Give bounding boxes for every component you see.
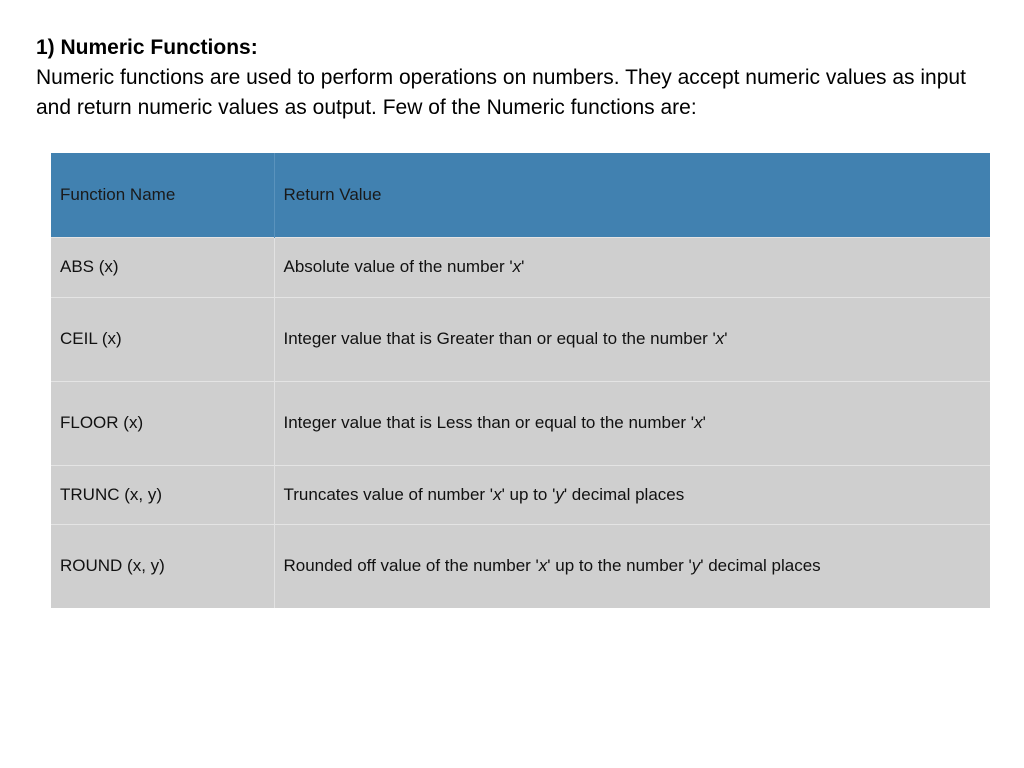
param-var: x bbox=[694, 413, 703, 432]
table-row bbox=[51, 465, 990, 524]
function-name-cell: ABS (x) bbox=[51, 237, 274, 297]
return-text: ' decimal places bbox=[563, 484, 685, 504]
section-heading: 1) Numeric Functions: bbox=[36, 36, 258, 59]
table-row bbox=[51, 237, 990, 297]
numeric-functions-table bbox=[51, 153, 990, 608]
return-text: ' bbox=[521, 257, 525, 276]
param-var: x bbox=[512, 257, 522, 276]
return-text: Integer value that is Greater than or equal to the number ' bbox=[283, 329, 716, 348]
function-name-cell: ROUND (x, y) bbox=[51, 524, 274, 608]
return-text: ' up to the number ' bbox=[547, 556, 692, 576]
table-row bbox=[51, 381, 990, 465]
return-text: Integer value that is Less than or equal to the number ' bbox=[283, 413, 695, 432]
return-value-cell bbox=[274, 237, 990, 297]
return-text: ' bbox=[702, 413, 706, 432]
function-name-cell: TRUNC (x, y) bbox=[51, 465, 274, 524]
param-var: x bbox=[493, 484, 502, 504]
table-header-row bbox=[51, 153, 990, 237]
return-value-cell bbox=[274, 381, 990, 465]
intro-paragraph: Numeric functions are used to perform operations on numbers. They accept numeric values as input and return numeric values as output. Few of the Numeric functions are: bbox=[36, 66, 966, 119]
return-text: Truncates value of number ' bbox=[283, 484, 494, 504]
table-row bbox=[51, 297, 990, 381]
function-name-cell: CEIL (x) bbox=[51, 297, 274, 381]
header-function-name: Function Name bbox=[51, 153, 274, 237]
return-text: Absolute value of the number ' bbox=[283, 257, 513, 276]
return-text: ' decimal places bbox=[700, 556, 821, 576]
table-row bbox=[51, 524, 990, 608]
return-value-cell bbox=[274, 465, 990, 524]
header-return-value: Return Value bbox=[274, 153, 990, 237]
return-text: ' bbox=[724, 329, 728, 348]
param-var: x bbox=[538, 556, 548, 576]
return-text: ' up to ' bbox=[501, 484, 556, 504]
param-var: x bbox=[715, 329, 725, 348]
return-text: Rounded off value of the number ' bbox=[283, 556, 539, 576]
param-var: y bbox=[691, 556, 701, 576]
return-value-cell bbox=[274, 297, 990, 381]
param-var: y bbox=[555, 484, 564, 504]
function-name-cell: FLOOR (x) bbox=[51, 381, 274, 465]
return-value-cell bbox=[274, 524, 990, 608]
